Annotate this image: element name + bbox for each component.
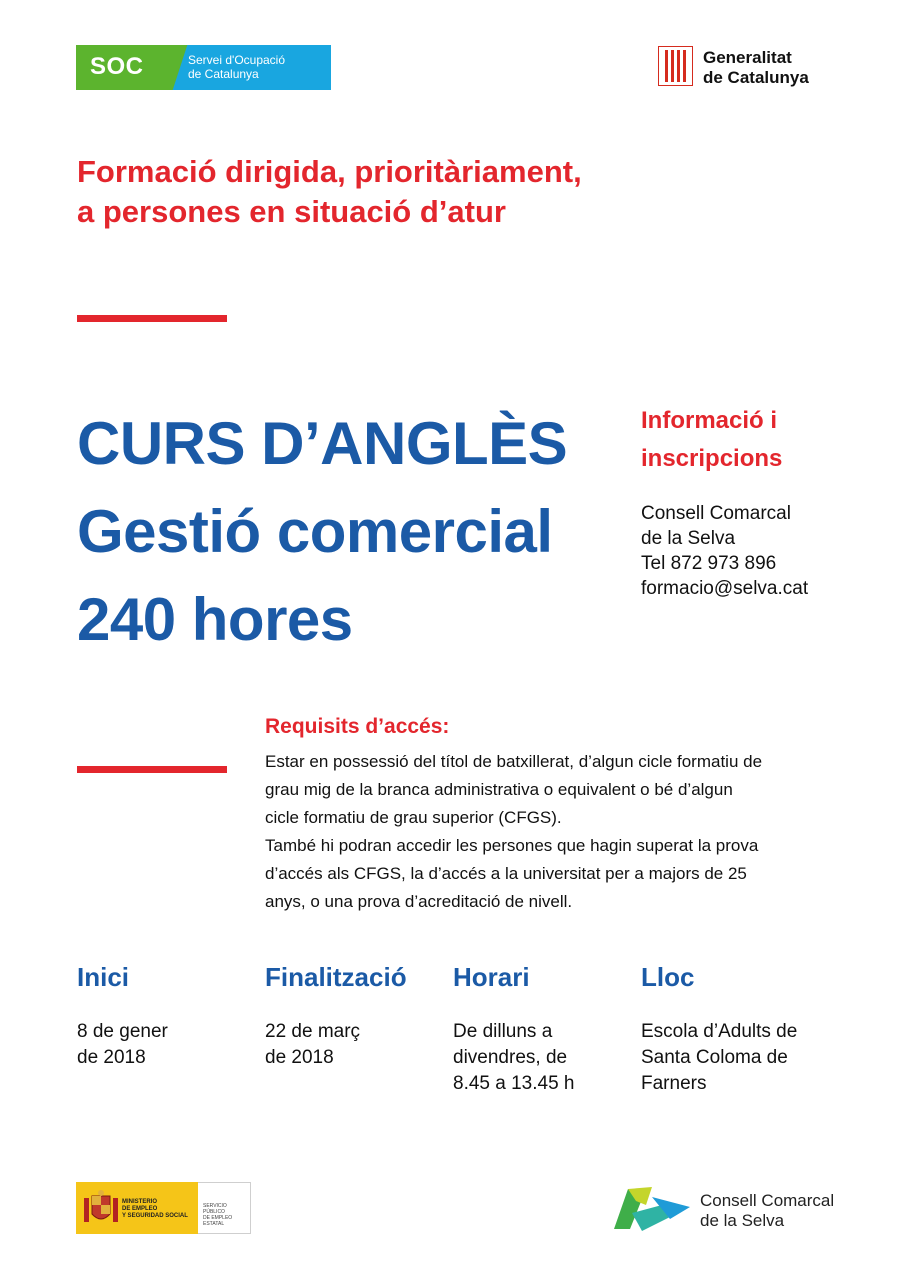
start-value-line: 8 de gener [77, 1021, 168, 1042]
soc-logo-green-block [76, 45, 172, 90]
ministerio-logo [76, 1182, 251, 1234]
soc-logo-short: SOC [90, 53, 144, 80]
info-phone[interactable]: Tel 872 973 896 [641, 553, 777, 574]
requirements-line: d’accés als CFGS, la d’accés a la universitat per a majors de 25 [265, 864, 747, 883]
place-label: Lloc [641, 962, 695, 992]
info-heading [641, 402, 861, 478]
course-title-line3: 240 hores [77, 586, 353, 653]
ministerio-logo-secondary [198, 1182, 251, 1234]
divider-top [77, 315, 227, 322]
requirements-line: anys, o una prova d’acreditació de nivell. [265, 892, 573, 911]
info-contact [641, 501, 881, 601]
sepe-line1: SERVICIO PÚBLICO [203, 1203, 227, 1215]
soc-logo [76, 45, 331, 90]
divider-middle [77, 766, 227, 773]
spanish-coat-of-arms-icon [82, 1188, 120, 1228]
requirements-line: També hi podran accedir les persones que hagin superat la prova [265, 836, 759, 855]
intro-heading [77, 152, 697, 232]
start-value-line: de 2018 [77, 1047, 146, 1068]
soc-logo-line1: Servei d'Ocupació [188, 53, 286, 67]
place-value-line: Santa Coloma de [641, 1047, 788, 1068]
intro-line1: Formació dirigida, prioritàriament, [77, 154, 582, 189]
end-label: Finalització [265, 962, 407, 992]
soc-logo-slash [172, 45, 187, 90]
course-title [77, 400, 617, 664]
generalitat-logo [658, 44, 833, 90]
generalitat-line2: de Catalunya [703, 68, 809, 87]
end-value-line: 22 de març [265, 1021, 361, 1042]
schedule-label: Horari [453, 962, 530, 992]
consell-line1: Consell Comarcal [700, 1191, 835, 1210]
end-value [265, 1019, 440, 1071]
sepe-line2: DE EMPLEO ESTATAL [203, 1215, 233, 1227]
consell-line2: de la Selva [700, 1211, 785, 1230]
schedule-value-line: 8.45 a 13.45 h [453, 1073, 575, 1094]
ministerio-logo-yellow-block [76, 1182, 198, 1234]
info-org-line2: de la Selva [641, 528, 736, 549]
start-label: Inici [77, 962, 130, 992]
requirements-heading: Requisits d’accés: [265, 715, 450, 738]
consell-comarcal-logo [612, 1185, 842, 1235]
ministerio-line2: DE EMPLEO [122, 1206, 158, 1212]
start-value [77, 1019, 252, 1071]
course-title-line1: CURS D’ANGLÈS [77, 410, 568, 477]
senyera-emblem-icon [658, 46, 693, 86]
end-value-line: de 2018 [265, 1047, 334, 1068]
info-org-line1: Consell Comarcal [641, 503, 791, 524]
requirements-text [265, 748, 845, 916]
place-value-line: Farners [641, 1073, 707, 1094]
ministerio-line1: MINISTERIO [122, 1199, 158, 1205]
info-heading-line2: inscripcions [641, 445, 783, 472]
schedule-value-line: De dilluns a [453, 1021, 553, 1042]
info-heading-line1: Informació i [641, 407, 778, 434]
consell-comarcal-mark-icon [612, 1185, 694, 1235]
requirements-line: grau mig de la branca administrativa o equivalent o bé d’algun [265, 780, 733, 799]
place-value [641, 1019, 841, 1097]
soc-logo-blue-block [172, 45, 331, 90]
requirements-line: cicle formatiu de grau superior (CFGS). [265, 808, 562, 827]
requirements-line: Estar en possessió del títol de batxillerat, d’algun cicle formatiu de [265, 752, 763, 771]
schedule-value [453, 1019, 628, 1097]
intro-line2: a persones en situació d’atur [77, 194, 506, 229]
schedule-value-line: divendres, de [453, 1047, 568, 1068]
generalitat-line1: Generalitat [703, 48, 792, 67]
soc-logo-line2: de Catalunya [188, 67, 259, 81]
course-title-line2: Gestió comercial [77, 498, 553, 565]
place-value-line: Escola d’Adults de [641, 1021, 798, 1042]
info-email[interactable]: formacio@selva.cat [641, 578, 809, 599]
ministerio-line3: Y SEGURIDAD SOCIAL [122, 1213, 188, 1219]
